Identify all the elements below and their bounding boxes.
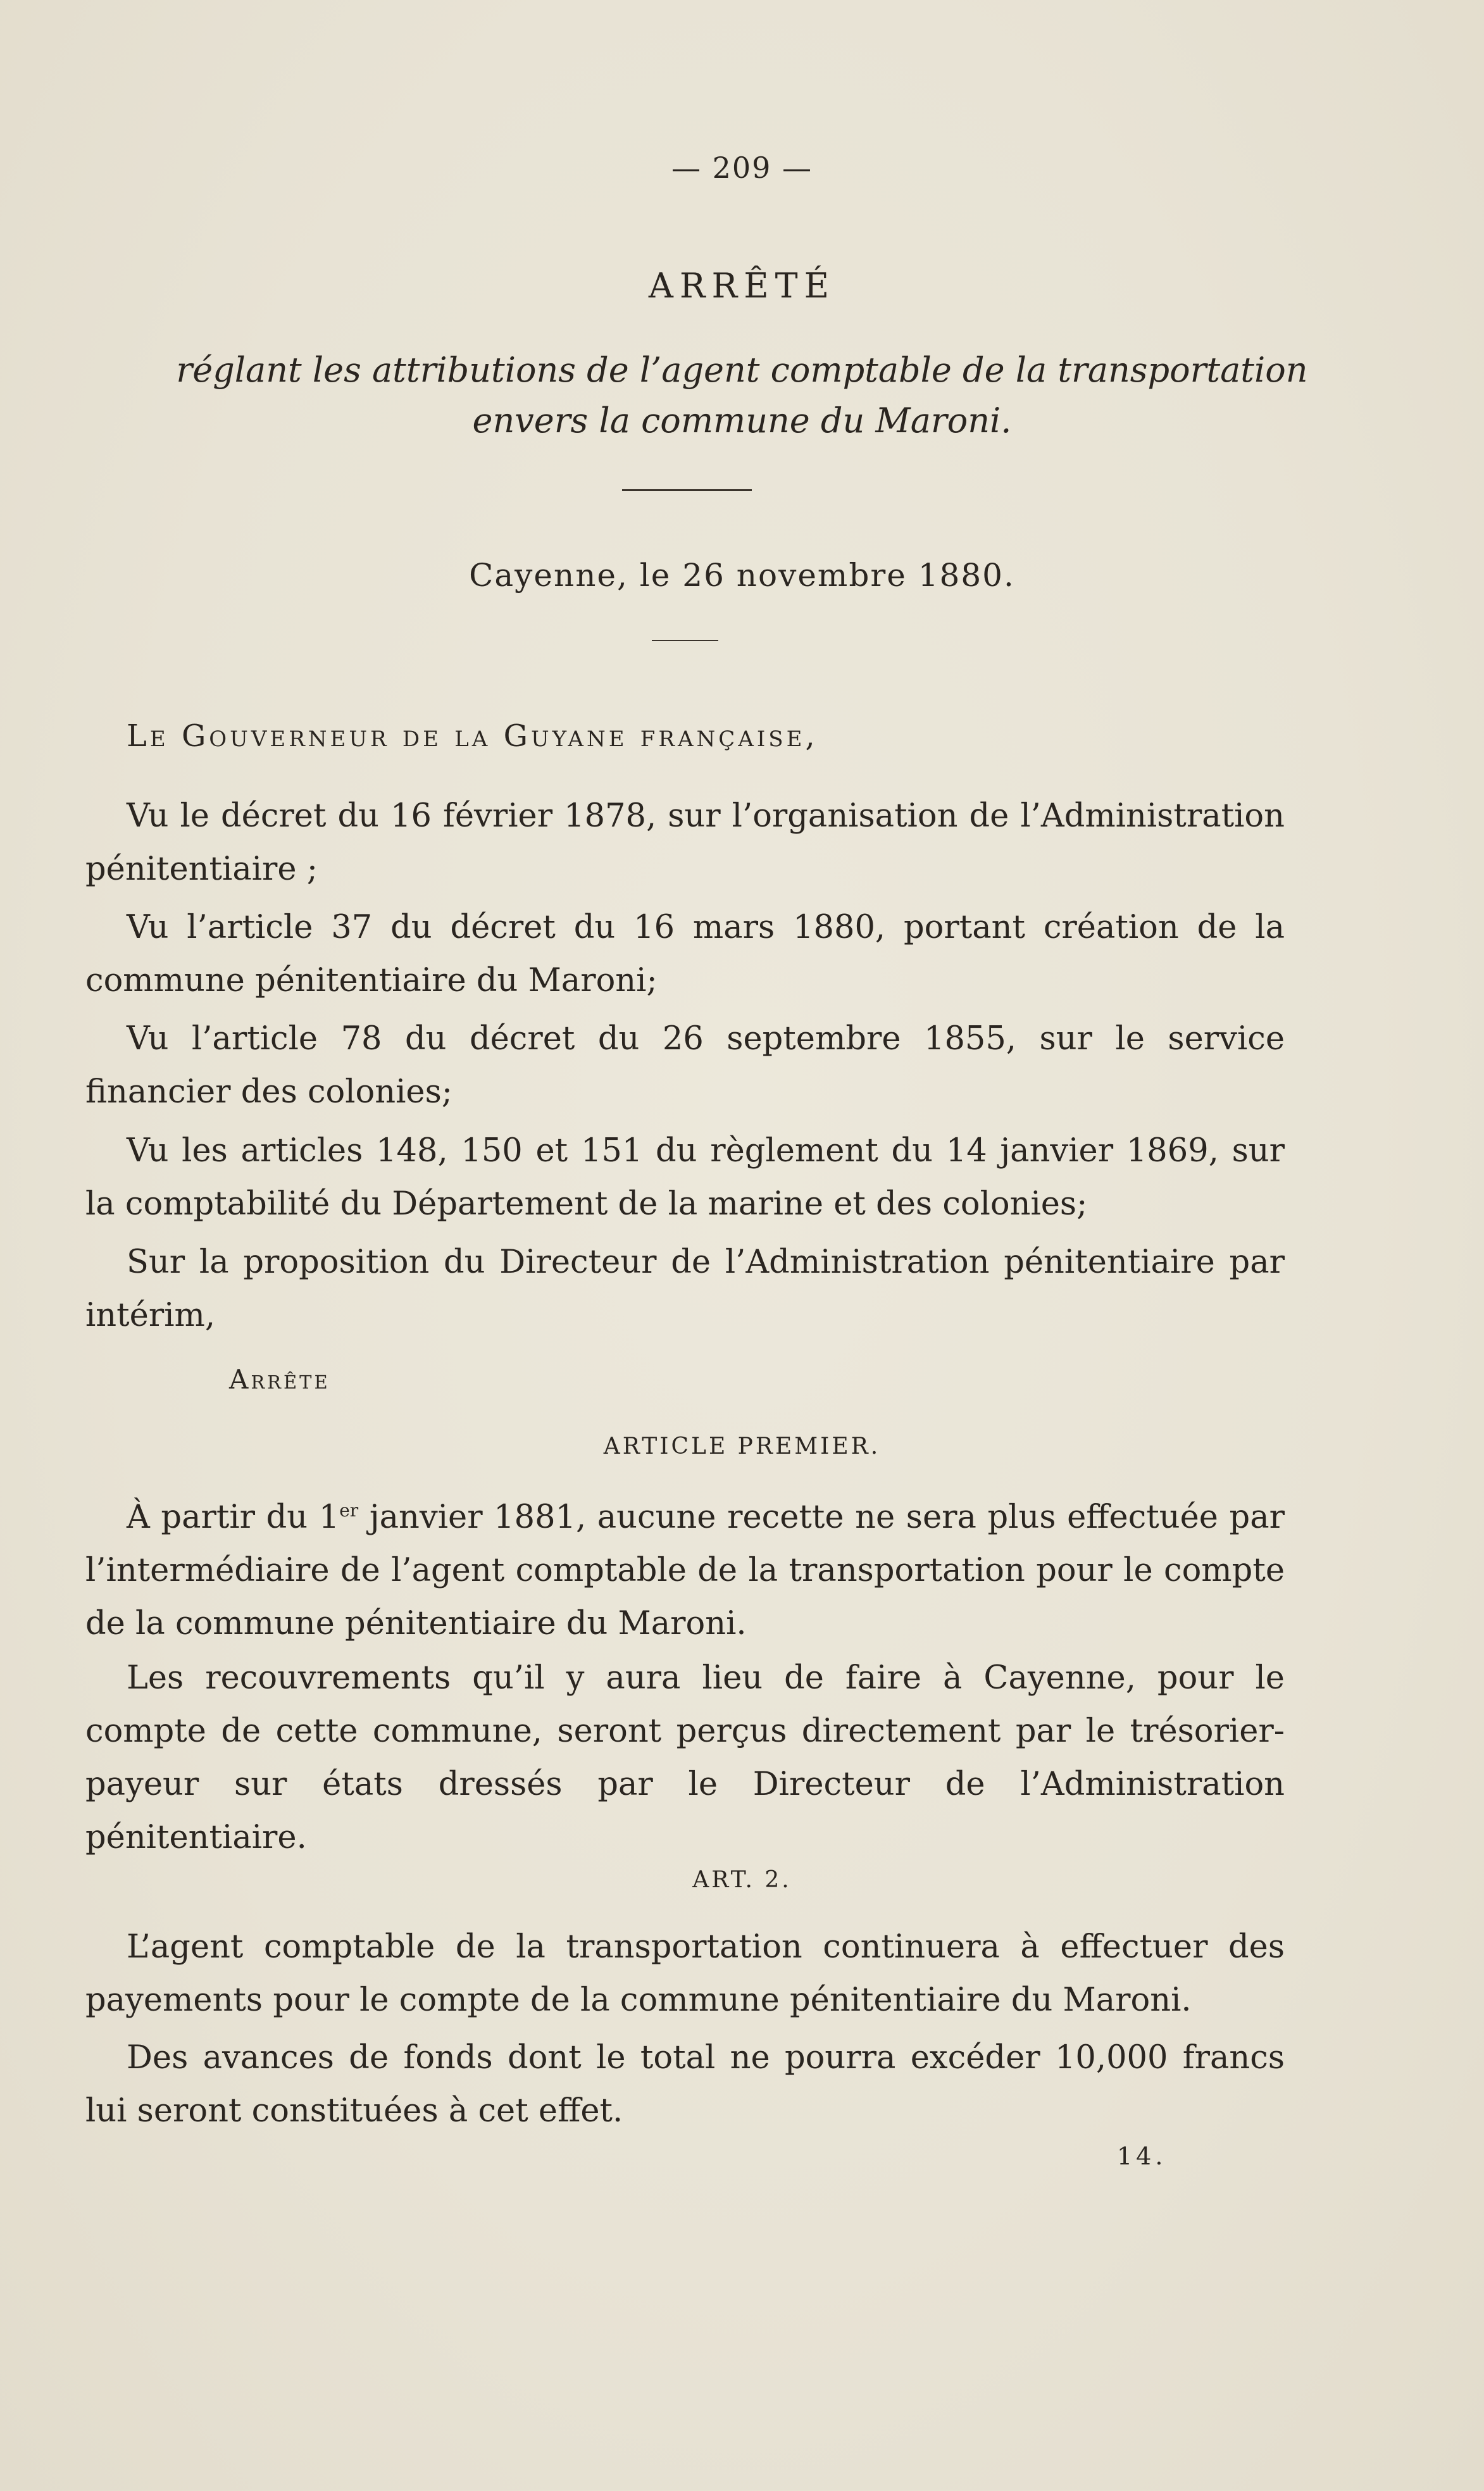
article-paragraph: À partir du 1er janvier 1881, aucune recette ne sera plus effectuée par l’intermédiaire de l’agent comptable de la transportation pour le compte de la commune pénitentiaire du Maroni. xyxy=(85,1499,1285,1642)
article-paragraph: Des avances de fonds dont le total ne pourra excéder 10,000 francs lui seront constituées à cet effet. xyxy=(85,2039,1285,2130)
dateline: Cayenne, le 26 novembre 1880. xyxy=(469,557,1015,594)
page-number: — 209 — xyxy=(671,151,813,185)
article-paragraph: Les recouvrements qu’il y aura lieu de faire à Cayenne, pour le compte de cette commune, seront perçus directement par le trésorier-payeur sur états dressés par le Directeur de l’Administration pénitentiaire. xyxy=(85,1659,1285,1856)
preamble-paragraph: Sur la proposition du Directeur de l’Administration pénitentiaire par intérim, xyxy=(85,1244,1285,1334)
preamble-paragraph: Vu les articles 148, 150 et 151 du règlement du 14 janvier 1869, sur la comptabilité du Département de la marine et des colonies; xyxy=(85,1132,1285,1223)
preamble-paragraph: Vu l’article 37 du décret du 16 mars 1880, portant création de la commune pénitentiaire du Maroni; xyxy=(85,909,1285,999)
title-divider xyxy=(622,489,752,491)
preamble-paragraph: Vu l’article 78 du décret du 26 septembre 1855, sur le service financier des colonies; xyxy=(85,1020,1285,1111)
document-title: ARRÊTÉ xyxy=(648,266,836,306)
article-heading: ARTICLE PREMIER. xyxy=(603,1433,881,1459)
preamble-paragraph: Vu le décret du 16 février 1878, sur l’organisation de l’Administration pénitentiaire ; xyxy=(85,797,1285,888)
arrete-label: Arrête xyxy=(229,1364,330,1395)
issuer-line: Le Gouverneur de la Guyane française, xyxy=(127,718,818,754)
document-subtitle: réglant les attributions de l’agent comptable de la transportation envers la commune du Maroni. xyxy=(176,350,1308,440)
signature-mark: 14. xyxy=(1117,2142,1167,2170)
article-paragraph: L’agent comptable de la transportation continuera à effectuer des payements pour le compte de la commune pénitentiaire du Maroni. xyxy=(85,1928,1285,2019)
date-divider xyxy=(652,640,718,641)
article-heading: ART. 2. xyxy=(692,1867,792,1893)
